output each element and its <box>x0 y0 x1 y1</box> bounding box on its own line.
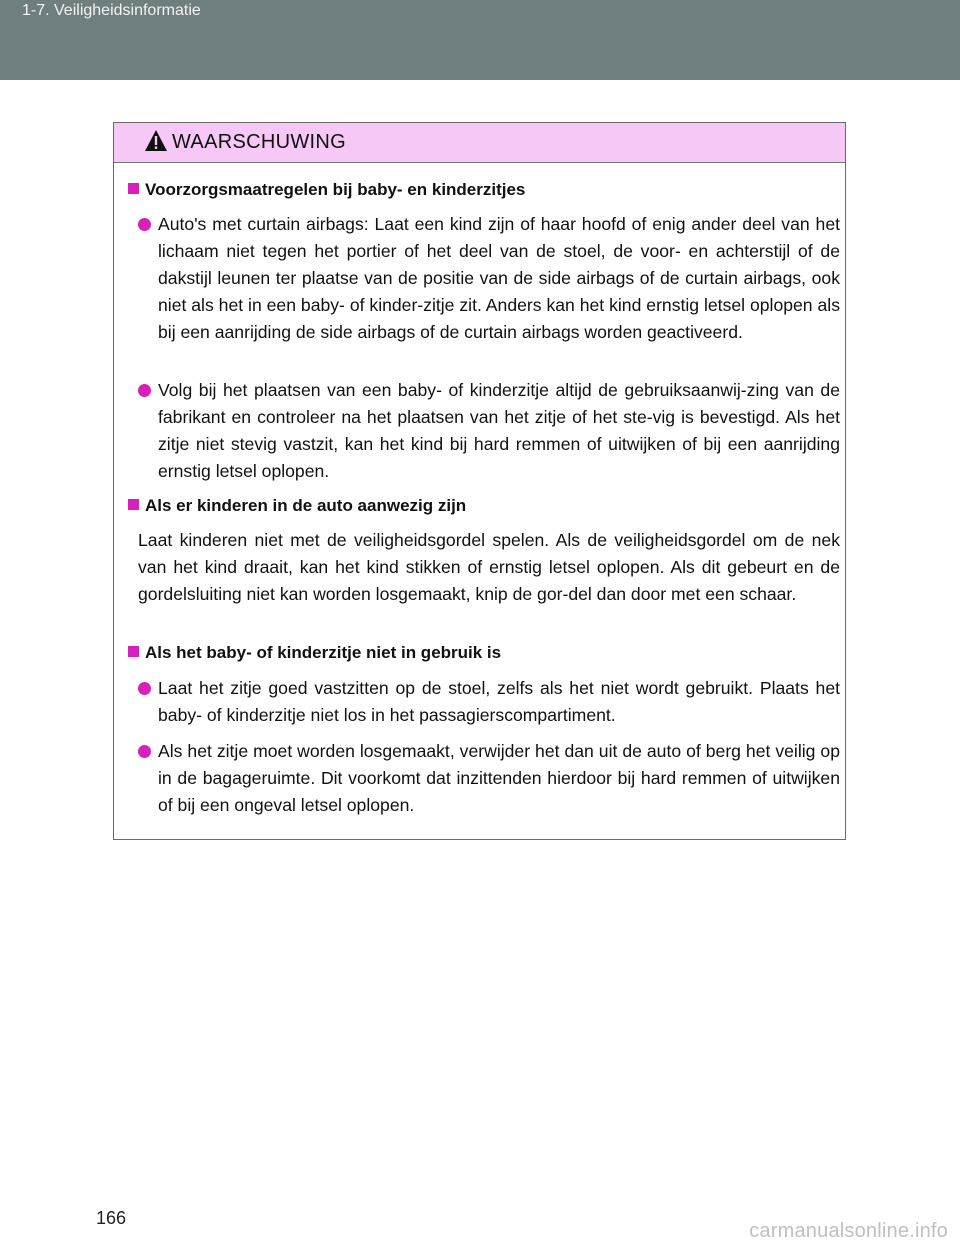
list-item <box>138 675 840 729</box>
list-item <box>138 377 840 485</box>
round-bullet-icon <box>138 384 151 397</box>
paragraph-text: Laat kinderen niet met de veiligheidsgordel spelen. Als de veiligheidsgordel om de nek van het kind draait, kan het kind stikken of ernstig letsel oplopen. Als dit gebeurt en de gordelsluiting niet kan worden losgemaakt, knip de gor-del dan door met een schaar. <box>138 530 840 604</box>
square-bullet-icon <box>128 499 139 510</box>
round-bullet-icon <box>138 682 151 695</box>
warning-box <box>113 122 846 840</box>
section-title-children-in-car: Als er kinderen in de auto aanwezig zijn <box>128 493 466 519</box>
list-item <box>138 738 840 819</box>
watermark-text: carmanualsonline.info <box>749 1220 948 1242</box>
list-item-text: Volg bij het plaatsen van een baby- of kinderzitje altijd de gebruiksaanwij-zing van de fabrikant en controleer na het plaatsen van het zitje of het ste-vig is bevestigd. Als het zitje niet stevig vastzit, kan het kind bij hard remmen of uitwijken of bij een aanrijding ernstig letsel oplopen. <box>158 380 840 481</box>
list-item <box>138 211 840 346</box>
section-title-seat-not-in-use: Als het baby- of kinderzitje niet in gebruik is <box>128 640 501 666</box>
section-title-child-seats: Voorzorgsmaatregelen bij baby- en kinderzitjes <box>128 177 525 203</box>
round-bullet-icon <box>138 745 151 758</box>
warning-header <box>114 123 845 163</box>
square-bullet-icon <box>128 183 139 194</box>
warning-title: WAARSCHUWING <box>172 131 346 153</box>
square-bullet-icon <box>128 646 139 657</box>
chapter-title: 1-7. Veiligheidsinformatie <box>22 2 201 19</box>
warning-triangle-icon <box>144 129 168 153</box>
page-number: 166 <box>96 1208 127 1228</box>
list-item-text: Auto's met curtain airbags: Laat een kind zijn of haar hoofd of enig ander deel van het lichaam niet tegen het portier of het deel van de stoel, de voor- en achterstijl of de dakstijl leunen ter plaatse van de positie van de side airbags of de curtain airbags, ook niet als het in een baby- of kinder-zitje zit. Anders kan het kind ernstig letsel oplopen als bij een aanrijding de side airbags of de curtain airbags worden geactiveerd. <box>158 214 840 342</box>
page-header <box>0 0 960 80</box>
list-item-text: Als het zitje moet worden losgemaakt, verwijder het dan uit de auto of berg het veilig op in de bagageruimte. Dit voorkomt dat inzittenden hierdoor bij hard remmen of uitwijken of bij een ongeval letsel oplopen. <box>158 741 840 815</box>
round-bullet-icon <box>138 218 151 231</box>
paragraph <box>138 527 840 608</box>
list-item-text: Laat het zitje goed vastzitten op de stoel, zelfs als het niet wordt gebruikt. Plaats het baby- of kinderzitje niet los in het passagierscompartiment. <box>158 678 840 725</box>
